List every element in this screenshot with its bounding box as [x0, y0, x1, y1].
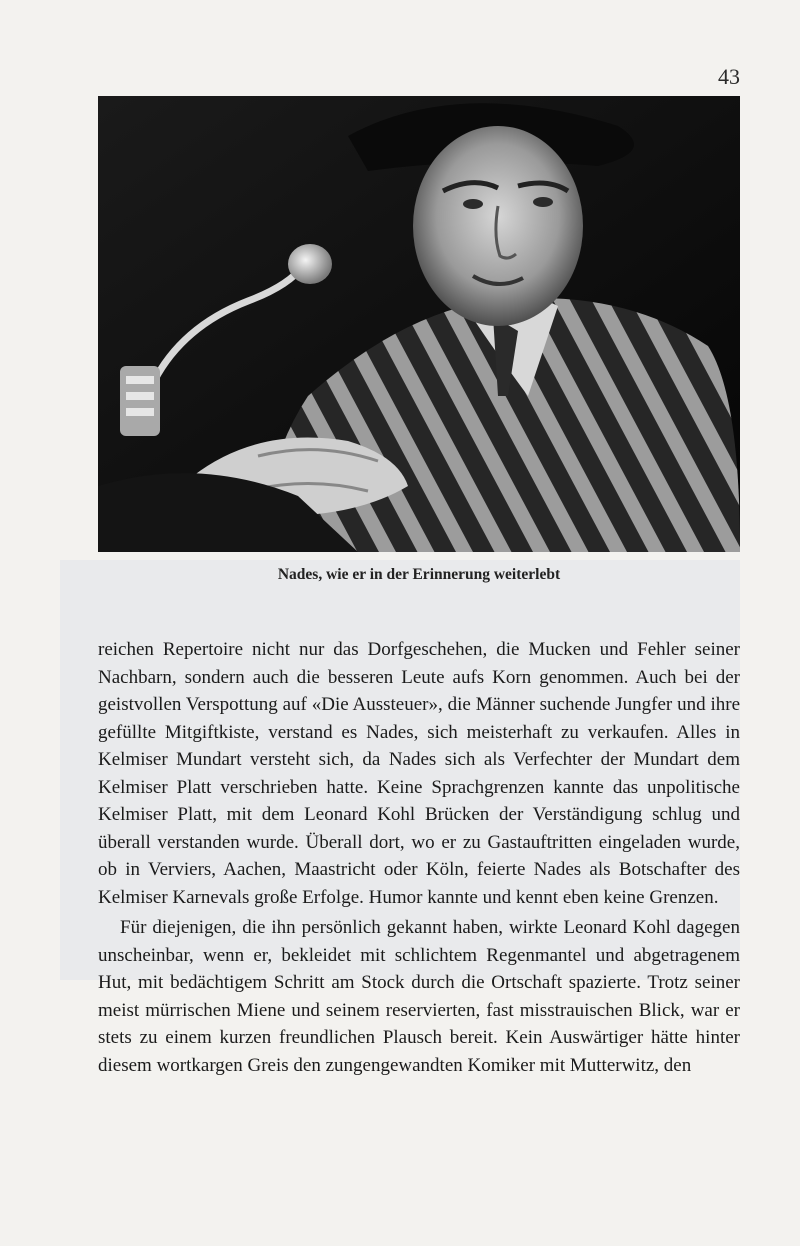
- portrait-photo: [98, 96, 740, 552]
- paragraph: reichen Repertoire nicht nur das Dorfgeschehen, die Mucken und Fehler seiner Nachbarn, sondern auch die besseren Leute aufs Korn genommen. Auch bei der geistvollen Verspottung auf «Die Aussteuer», die Männer suchende Jungfer und ihre gefüllte Mitgiftkiste, verstand es Nades, sich meisterhaft zu verkaufen. Alles in Kelmiser Mundart versteht sich, da Nades sich als Verfechter der Mundart dem Kelmiser Platt verschrieben hatte. Keine Sprachgrenzen kannte das unpolitische Kelmiser Platt, mit dem Leonard Kohl Brücken der Verständigung schlug und überall verstanden wurde. Überall dort, wo er zu Gastauftritten eingeladen wurde, ob in Verviers, Aachen, Maastricht oder Köln, feierte Nades als Botschafter des Kelmiser Karnevals große Erfolge. Humor kannte und kennt eben keine Grenzen.: [98, 639, 740, 908]
- figure-caption: Nades, wie er in der Erinnerung weiterlebt: [277, 566, 561, 583]
- photo-portrait-elderly-man-microphone-icon: [98, 96, 740, 552]
- page-number: 43: [718, 64, 740, 89]
- body-text: [98, 636, 740, 1079]
- paragraph: Für diejenigen, die ihn persönlich gekannt haben, wirkte Leonard Kohl dagegen unscheinbar, wenn er, bekleidet mit schlichtem Regenmantel und abgetragenem Hut, mit bedächtigem Schritt am Stock durch die Ortschaft spazierte. Trotz seiner meist mürrischen Miene und seinem reservierten, fast misstrauischen Blick, war er stets zu einem kurzen freundlichen Plausch bereit. Kein Auswärtiger hätte hinter diesem wortkargen Greis den zungengewandten Komiker mit Mutterwitz, den: [98, 917, 740, 1076]
